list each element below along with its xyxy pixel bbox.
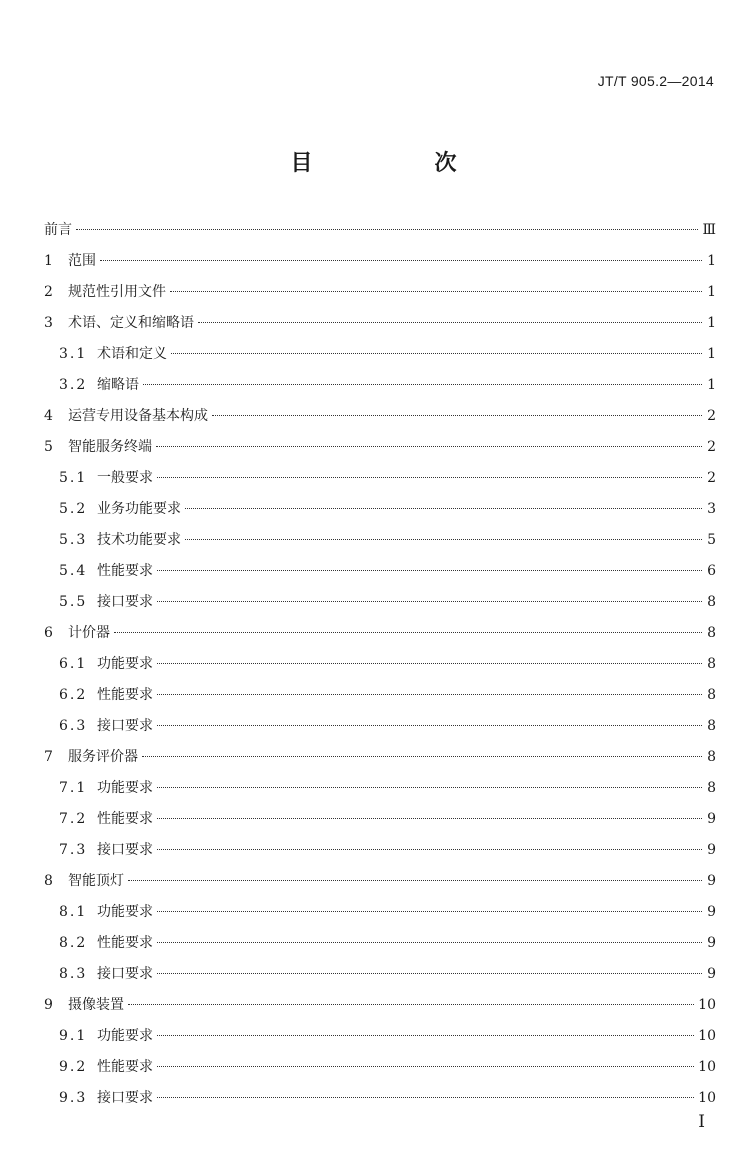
toc-entry-label: 接口要求 <box>97 1090 153 1106</box>
toc-entry-page: 3 <box>707 501 716 517</box>
toc-entry[interactable] <box>44 215 716 246</box>
dot-leader <box>170 291 702 292</box>
toc-entry-page: 10 <box>698 997 716 1013</box>
dot-leader <box>157 1066 694 1067</box>
toc-entry-number: 5.3 <box>59 532 88 548</box>
toc-entry-label: 计价器 <box>68 625 110 641</box>
dot-leader <box>157 911 702 912</box>
toc-entry-number: 7.2 <box>59 811 88 827</box>
toc-entry-page: 9 <box>707 873 716 889</box>
toc-entry[interactable] <box>44 773 716 804</box>
toc-entry[interactable] <box>44 990 716 1021</box>
toc-entry-page: 8 <box>707 718 716 734</box>
dot-leader <box>143 384 702 385</box>
toc-entry-page: 10 <box>698 1090 716 1106</box>
toc-entry-label: 功能要求 <box>97 780 153 796</box>
toc-entry-number: 9 <box>44 997 53 1013</box>
toc-entry-number: 6.2 <box>59 687 88 703</box>
toc-entry-label: 技术功能要求 <box>97 532 181 548</box>
toc-entry[interactable] <box>44 1083 716 1114</box>
toc-entry-page: 9 <box>707 966 716 982</box>
toc-entry-number: 5.4 <box>59 563 88 579</box>
dot-leader <box>157 787 702 788</box>
toc-entry-label: 功能要求 <box>97 656 153 672</box>
toc-entry-number: 6.3 <box>59 718 88 734</box>
toc-entry-page: 10 <box>698 1059 716 1075</box>
toc-entry[interactable] <box>44 1052 716 1083</box>
toc-entry-page: 6 <box>707 563 716 579</box>
toc-entry[interactable] <box>44 370 716 401</box>
toc-entry-page: 2 <box>707 408 716 424</box>
toc-entry[interactable] <box>44 277 716 308</box>
toc-entry-number: 3 <box>44 315 53 331</box>
toc-entry-page: 8 <box>707 656 716 672</box>
toc-entry-label: 摄像装置 <box>68 997 124 1013</box>
toc-entry-page: 1 <box>707 377 716 393</box>
dot-leader <box>114 632 702 633</box>
toc-entry[interactable] <box>44 680 716 711</box>
toc-entry-label: 性能要求 <box>97 811 153 827</box>
toc-entry-page: 8 <box>707 625 716 641</box>
toc-entry-number: 9.1 <box>59 1028 88 1044</box>
toc-entry-page: 5 <box>707 532 716 548</box>
toc-entry-label: 业务功能要求 <box>97 501 181 517</box>
dot-leader <box>157 570 702 571</box>
toc-entry-label: 功能要求 <box>97 904 153 920</box>
toc-entry-label: 接口要求 <box>97 594 153 610</box>
toc-entry[interactable] <box>44 618 716 649</box>
page-title: 目 次 <box>290 151 507 176</box>
toc-entry-label: 功能要求 <box>97 1028 153 1044</box>
toc-entry-label: 术语和定义 <box>97 346 167 362</box>
toc-entry-number: 8.2 <box>59 935 88 951</box>
dot-leader <box>185 539 702 540</box>
toc-entry-page: 2 <box>707 439 716 455</box>
toc-entry-number: 8 <box>44 873 53 889</box>
page-number: Ⅰ <box>698 1112 705 1132</box>
toc-entry-page: 9 <box>707 904 716 920</box>
toc-entry[interactable] <box>44 308 716 339</box>
toc-entry[interactable] <box>44 587 716 618</box>
toc-entry-page: 9 <box>707 811 716 827</box>
toc-entry[interactable] <box>44 494 716 525</box>
toc-entry-number: 9.2 <box>59 1059 88 1075</box>
toc-entry[interactable] <box>44 804 716 835</box>
toc-entry[interactable] <box>44 246 716 277</box>
dot-leader <box>171 353 702 354</box>
toc-entry-number: 6.1 <box>59 656 88 672</box>
toc-entry[interactable] <box>44 463 716 494</box>
toc-entry-label: 一般要求 <box>97 470 153 486</box>
dot-leader <box>157 663 702 664</box>
toc-entry-page: 1 <box>707 284 716 300</box>
toc-entry-label: 性能要求 <box>97 1059 153 1075</box>
toc-entry[interactable] <box>44 866 716 897</box>
toc-entry-label: 术语、定义和缩略语 <box>68 315 194 331</box>
dot-leader <box>76 229 698 230</box>
toc-entry-number: 8.1 <box>59 904 88 920</box>
toc-entry[interactable] <box>44 897 716 928</box>
toc-entry-label: 接口要求 <box>97 842 153 858</box>
toc-entry-page: 10 <box>698 1028 716 1044</box>
toc-entry-label: 性能要求 <box>97 563 153 579</box>
toc-entry-label: 接口要求 <box>97 718 153 734</box>
toc-entry-page: 1 <box>707 253 716 269</box>
toc-entry[interactable] <box>44 711 716 742</box>
dot-leader <box>156 446 702 447</box>
toc-entry-number: 7.3 <box>59 842 88 858</box>
toc-entry-number: 5.1 <box>59 470 88 486</box>
toc-entry-page: 2 <box>707 470 716 486</box>
standard-code: JT/T 905.2—2014 <box>597 73 714 89</box>
toc-entry[interactable] <box>44 742 716 773</box>
toc-entry[interactable] <box>44 1021 716 1052</box>
toc-entry-number: 4 <box>44 408 53 424</box>
toc-entry-page: 1 <box>707 346 716 362</box>
dot-leader <box>157 725 702 726</box>
dot-leader <box>157 818 702 819</box>
toc-entry-number: 7.1 <box>59 780 88 796</box>
toc-entry-label: 性能要求 <box>97 935 153 951</box>
toc-entry-label: 智能服务终端 <box>68 439 152 455</box>
toc-entry-number: 5.5 <box>59 594 88 610</box>
toc-entry[interactable] <box>44 835 716 866</box>
toc-entry-number: 8.3 <box>59 966 88 982</box>
dot-leader <box>142 756 702 757</box>
toc-entry-page: 9 <box>707 842 716 858</box>
toc-entry-page: Ⅲ <box>702 222 716 238</box>
toc-entry-page: 8 <box>707 687 716 703</box>
dot-leader <box>100 260 702 261</box>
toc-entry-label: 范围 <box>68 253 96 269</box>
dot-leader <box>157 942 702 943</box>
toc-entry-label: 规范性引用文件 <box>68 284 166 300</box>
dot-leader <box>185 508 702 509</box>
toc-entry-page: 9 <box>707 935 716 951</box>
dot-leader <box>128 1004 694 1005</box>
toc-entry[interactable] <box>44 432 716 463</box>
toc-entry[interactable] <box>44 339 716 370</box>
toc-entry-page: 8 <box>707 594 716 610</box>
toc-entry-number: 5.2 <box>59 501 88 517</box>
toc-entry[interactable] <box>44 649 716 680</box>
dot-leader <box>157 849 702 850</box>
toc-entry-label: 智能顶灯 <box>68 873 124 889</box>
toc-entry-number: 3.1 <box>59 346 88 362</box>
toc-entry[interactable] <box>44 959 716 990</box>
toc-entry[interactable] <box>44 928 716 959</box>
toc-entry-label: 缩略语 <box>97 377 139 393</box>
dot-leader <box>157 973 702 974</box>
toc-entry-page: 8 <box>707 780 716 796</box>
toc-entry-number: 9.3 <box>59 1090 88 1106</box>
toc-entry[interactable] <box>44 525 716 556</box>
table-of-contents <box>44 215 716 1114</box>
toc-entry-number: 5 <box>44 439 53 455</box>
toc-entry-label: 接口要求 <box>97 966 153 982</box>
toc-entry[interactable] <box>44 556 716 587</box>
toc-entry-label: 性能要求 <box>97 687 153 703</box>
dot-leader <box>157 694 702 695</box>
dot-leader <box>157 477 702 478</box>
toc-entry-number: 2 <box>44 284 53 300</box>
toc-entry-number: 1 <box>44 253 53 269</box>
dot-leader <box>128 880 702 881</box>
toc-entry-label: 前言 <box>44 222 72 238</box>
toc-entry-label: 运营专用设备基本构成 <box>68 408 208 424</box>
dot-leader <box>198 322 702 323</box>
toc-entry-number: 3.2 <box>59 377 88 393</box>
dot-leader <box>157 1035 694 1036</box>
dot-leader <box>157 1097 694 1098</box>
toc-entry-number: 7 <box>44 749 53 765</box>
toc-entry-page: 8 <box>707 749 716 765</box>
dot-leader <box>157 601 702 602</box>
toc-entry-label: 服务评价器 <box>68 749 138 765</box>
toc-entry-number: 6 <box>44 625 53 641</box>
dot-leader <box>212 415 702 416</box>
toc-entry[interactable] <box>44 401 716 432</box>
toc-entry-page: 1 <box>707 315 716 331</box>
